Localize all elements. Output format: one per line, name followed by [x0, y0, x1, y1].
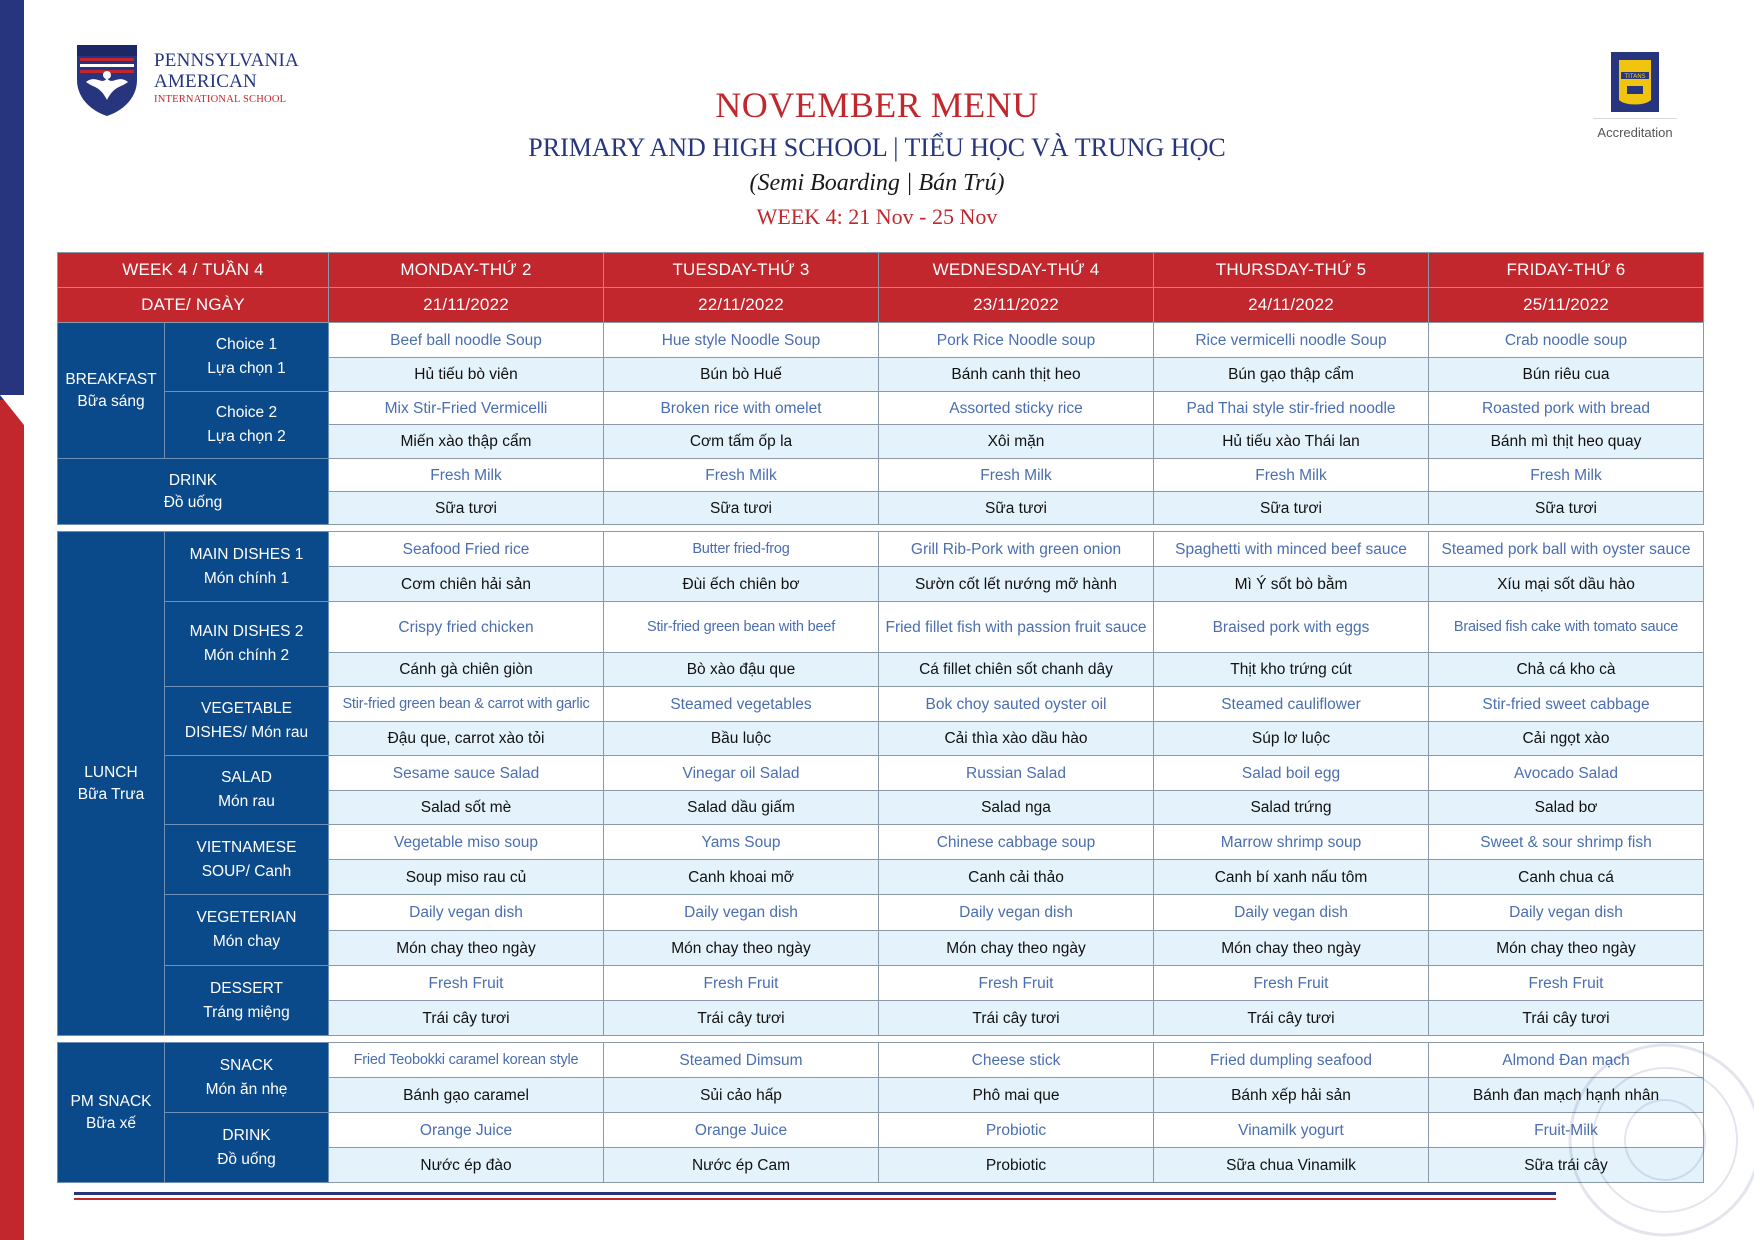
course-vegetable-label	[165, 687, 329, 756]
dish-vi: Bò xào đậu que	[604, 653, 879, 687]
meal-label-en: BREAKFAST	[65, 370, 157, 388]
dish-en: Braised pork with eggs	[1154, 602, 1429, 653]
dish-en: Fresh Milk	[879, 459, 1154, 492]
course-label-vi: Lựa chọn 2	[207, 428, 286, 445]
dish-en: Hue style Noodle Soup	[604, 323, 879, 358]
dish-en: Yams Soup	[604, 825, 879, 860]
day-header: FRIDAY-THỨ 6	[1429, 253, 1704, 288]
dish-en: Stir-fried green bean & carrot with garlic	[329, 687, 604, 722]
dish-vi: Soup miso rau củ	[329, 860, 604, 895]
dish-en: Sweet & sour shrimp fish	[1429, 825, 1704, 860]
menu-table	[57, 252, 1704, 1183]
boarding-mode: (Semi Boarding | Bán Trú)	[749, 170, 1005, 196]
dish-en: Marrow shrimp soup	[1154, 825, 1429, 860]
dish-en: Fresh Milk	[604, 459, 879, 492]
dish-en: Steamed cauliflower	[1154, 687, 1429, 722]
dish-vi: Bún riêu cua	[1429, 358, 1704, 392]
meal-lunch-label	[58, 532, 165, 1036]
meal-label-en: PM SNACK	[70, 1092, 152, 1110]
date-cell: 21/11/2022	[329, 288, 604, 323]
dish-vi: Salad trứng	[1154, 791, 1429, 825]
school-name-line1: PENNSYLVANIA	[154, 50, 299, 71]
course-label-en: SNACK	[219, 1056, 274, 1074]
dish-vi: Salad dầu giấm	[604, 791, 879, 825]
date-label: DATE/ NGÀY	[58, 288, 329, 323]
course-pm-drink-label	[165, 1113, 329, 1183]
dish-en: Fried dumpling seafood	[1154, 1043, 1429, 1078]
dish-en: Fresh Milk	[329, 459, 604, 492]
dish-vi: Canh chua cá	[1429, 860, 1704, 895]
dish-vi: Salad nga	[879, 791, 1154, 825]
table-row	[58, 532, 1704, 567]
date-cell: 24/11/2022	[1154, 288, 1429, 323]
dish-vi: Bánh canh thịt heo	[879, 358, 1154, 392]
dish-en: Pork Rice Noodle soup	[879, 323, 1154, 358]
dish-en: Orange Juice	[329, 1113, 604, 1148]
dish-vi: Sườn cốt lết nướng mỡ hành	[879, 567, 1154, 602]
dish-vi: Trái cây tươi	[879, 1001, 1154, 1036]
course-main2-label	[165, 602, 329, 687]
dish-vi: Bầu luộc	[604, 722, 879, 756]
table-row	[58, 895, 1704, 931]
dish-en: Stir-fried sweet cabbage	[1429, 687, 1704, 722]
dish-vi: Sữa tươi	[1154, 492, 1429, 525]
table-row	[58, 459, 1704, 492]
day-header: THURSDAY-THỨ 5	[1154, 253, 1429, 288]
course-label-en: SALAD	[221, 769, 272, 786]
course-label-vi: Lựa chọn 1	[207, 360, 286, 377]
accreditation-label: Accreditation	[1597, 125, 1673, 140]
dish-vi: Món chay theo ngày	[879, 931, 1154, 966]
dish-en: Daily vegan dish	[1429, 895, 1704, 931]
dish-vi: Canh cải thảo	[879, 860, 1154, 895]
dish-en: Roasted pork with bread	[1429, 392, 1704, 425]
dish-en: Mix Stir-Fried Vermicelli	[329, 392, 604, 425]
dish-en: Vegetable miso soup	[329, 825, 604, 860]
dish-en: Fruit-Milk	[1429, 1113, 1704, 1148]
dish-en: Russian Salad	[879, 756, 1154, 791]
dish-vi: Probiotic	[879, 1148, 1154, 1183]
dish-en: Vinamilk yogurt	[1154, 1113, 1429, 1148]
dish-vi: Sữa tươi	[879, 492, 1154, 525]
dish-vi: Phô mai que	[879, 1078, 1154, 1113]
dish-en: Butter fried-frog	[604, 532, 879, 567]
dish-en: Assorted sticky rice	[879, 392, 1154, 425]
course-label-vi: Đồ uống	[163, 493, 223, 511]
day-header: MONDAY-THỨ 2	[329, 253, 604, 288]
course-label-vi: Đồ uống	[217, 1150, 276, 1168]
course-label-en: Choice 1	[215, 336, 278, 353]
dish-en: Daily vegan dish	[879, 895, 1154, 931]
course-label-en: MAIN DISHES 1	[189, 545, 304, 563]
dish-vi: Bánh gạo caramel	[329, 1078, 604, 1113]
dish-vi: Món chay theo ngày	[1154, 931, 1429, 966]
dish-en: Fried Teobokki caramel korean style	[329, 1043, 604, 1078]
dish-en: Fresh Fruit	[604, 966, 879, 1001]
dish-vi: Xôi mặn	[879, 425, 1154, 459]
dish-en: Steamed vegetables	[604, 687, 879, 722]
dish-vi: Thịt kho trứng cút	[1154, 653, 1429, 687]
dish-vi: Salad bơ	[1429, 791, 1704, 825]
dish-en: Almond Đan mạch	[1429, 1043, 1704, 1078]
dish-vi: Bánh mì thịt heo quay	[1429, 425, 1704, 459]
dish-en: Salad boil egg	[1154, 756, 1429, 791]
dish-en: Chinese cabbage soup	[879, 825, 1154, 860]
course-label-en: DRINK	[168, 471, 218, 489]
date-cell: 23/11/2022	[879, 288, 1154, 323]
dish-en: Fresh Fruit	[329, 966, 604, 1001]
meal-label-vi: Bữa sáng	[77, 392, 145, 410]
dish-vi: Súp lơ luộc	[1154, 722, 1429, 756]
course-label-en: DESSERT	[210, 979, 283, 997]
dish-vi: Sữa tươi	[604, 492, 879, 525]
table-row	[58, 392, 1704, 425]
course-dessert-label	[165, 966, 329, 1036]
week-range: WEEK 4: 21 Nov - 25 Nov	[756, 204, 998, 229]
course-label-en: VIETNAMESE	[196, 838, 297, 856]
dish-vi: Xíu mại sốt dầu hào	[1429, 567, 1704, 602]
dish-en: Bok choy sauted oyster oil	[879, 687, 1154, 722]
footer-rule-blue	[74, 1192, 1556, 1195]
dish-en: Crispy fried chicken	[329, 602, 604, 653]
course-label-vi: Món chính 1	[203, 569, 290, 587]
dish-en: Fresh Milk	[1154, 459, 1429, 492]
school-seal-watermark-icon	[1565, 1040, 1754, 1240]
page-subtitle: PRIMARY AND HIGH SCHOOL | TIỂU HỌC VÀ TRUNG HỌC	[528, 133, 1226, 162]
dish-vi: Cải thìa xào dầu hào	[879, 722, 1154, 756]
dish-vi: Cá fillet chiên sốt chanh dây	[879, 653, 1154, 687]
course-label-en: DRINK	[222, 1126, 271, 1144]
dish-en: Vinegar oil Salad	[604, 756, 879, 791]
dish-vi: Sữa trái cây	[1429, 1148, 1704, 1183]
table-row	[58, 602, 1704, 653]
course-label-en: VEGETABLE	[200, 700, 293, 717]
dish-vi: Đùi ếch chiên bơ	[604, 567, 879, 602]
meal-label-vi: Bữa Trưa	[77, 785, 145, 803]
dish-en: Sesame sauce Salad	[329, 756, 604, 791]
course-label-vi: Món chính 2	[203, 647, 290, 664]
course-salad-label	[165, 756, 329, 825]
date-row	[58, 288, 1704, 323]
course-choice1-label	[165, 323, 329, 392]
dish-en: Daily vegan dish	[604, 895, 879, 931]
table-row	[58, 687, 1704, 722]
section-gap	[58, 525, 1704, 532]
course-label-vi: Tráng miệng	[203, 1003, 290, 1021]
dish-en: Daily vegan dish	[1154, 895, 1429, 931]
dish-en: Crab noodle soup	[1429, 323, 1704, 358]
day-header: TUESDAY-THỨ 3	[604, 253, 879, 288]
dish-vi: Hủ tiếu bò viên	[329, 358, 604, 392]
dish-en: Avocado Salad	[1429, 756, 1704, 791]
dish-vi: Cải ngọt xào	[1429, 722, 1704, 756]
dish-en: Cheese stick	[879, 1043, 1154, 1078]
dish-en: Broken rice with omelet	[604, 392, 879, 425]
dish-en: Fresh Fruit	[1429, 966, 1704, 1001]
dish-vi: Mì Ý sốt bò bằm	[1154, 567, 1429, 602]
edge-diagonal-cut	[0, 395, 24, 425]
school-name-line2: AMERICAN	[154, 71, 257, 92]
dish-vi: Món chay theo ngày	[604, 931, 879, 966]
course-drink-label	[58, 459, 329, 525]
dish-vi: Cơm chiên hải sản	[329, 567, 604, 602]
day-header: WEDNESDAY-THỨ 4	[879, 253, 1154, 288]
dish-vi: Canh khoai mỡ	[604, 860, 879, 895]
dish-en: Fried fillet fish with passion fruit sauce	[879, 602, 1154, 653]
course-label-vi: SOUP/ Canh	[201, 862, 292, 880]
meal-pm-snack-label	[58, 1043, 165, 1183]
table-row	[58, 1043, 1704, 1078]
dish-vi: Miến xào thập cẩm	[329, 425, 604, 459]
course-label-vi: Món rau	[218, 793, 275, 810]
dish-vi: Sủi cảo hấp	[604, 1078, 879, 1113]
page-title: NOVEMBER MENU	[715, 85, 1039, 125]
course-snack-label	[165, 1043, 329, 1113]
dish-vi: Món chay theo ngày	[329, 931, 604, 966]
edge-red-band	[0, 400, 24, 1240]
dish-vi: Trái cây tươi	[1429, 1001, 1704, 1036]
dish-vi: Sữa tươi	[1429, 492, 1704, 525]
dish-vi: Đậu que, carrot xào tỏi	[329, 722, 604, 756]
dish-en: Daily vegan dish	[329, 895, 604, 931]
dish-vi: Trái cây tươi	[329, 1001, 604, 1036]
table-row	[58, 756, 1704, 791]
dish-vi: Bún gạo thập cẩm	[1154, 358, 1429, 392]
table-row	[58, 966, 1704, 1001]
dish-vi: Bún bò Huế	[604, 358, 879, 392]
course-label-en: VEGETERIAN	[196, 909, 297, 926]
dish-en: Fresh Fruit	[1154, 966, 1429, 1001]
date-cell: 25/11/2022	[1429, 288, 1704, 323]
course-label-vi: DISHES/ Món rau	[184, 724, 309, 741]
dish-vi: Canh bí xanh nấu tôm	[1154, 860, 1429, 895]
dish-en: Grill Rib-Pork with green onion	[879, 532, 1154, 567]
course-label-en: MAIN DISHES 2	[189, 623, 304, 640]
course-vegetarian-label	[165, 895, 329, 966]
dish-en: Steamed pork ball with oyster sauce	[1429, 532, 1704, 567]
dish-en: Fresh Milk	[1429, 459, 1704, 492]
page-header	[0, 82, 1754, 234]
dish-vi: Trái cây tươi	[604, 1001, 879, 1036]
course-label-en: Choice 2	[215, 404, 278, 421]
dish-vi: Salad sốt mè	[329, 791, 604, 825]
dish-vi: Hủ tiếu xào Thái lan	[1154, 425, 1429, 459]
dish-vi: Cánh gà chiên giòn	[329, 653, 604, 687]
course-main1-label	[165, 532, 329, 602]
dish-vi: Sữa chua Vinamilk	[1154, 1148, 1429, 1183]
course-label-vi: Món chay	[212, 933, 281, 950]
meal-label-vi: Bữa xế	[85, 1114, 136, 1132]
meal-label-en: LUNCH	[84, 763, 138, 781]
course-label-vi: Món ăn nhẹ	[205, 1080, 288, 1098]
dish-vi: Món chay theo ngày	[1429, 931, 1704, 966]
dish-en: Seafood Fried rice	[329, 532, 604, 567]
dish-en: Probiotic	[879, 1113, 1154, 1148]
dish-vi: Nước ép Cam	[604, 1148, 879, 1183]
week-label: WEEK 4 / TUẦN 4	[58, 253, 329, 288]
table-row	[58, 323, 1704, 358]
dish-vi: Chả cá kho cà	[1429, 653, 1704, 687]
dish-vi: Bánh xếp hải sản	[1154, 1078, 1429, 1113]
dish-en: Rice vermicelli noodle Soup	[1154, 323, 1429, 358]
dish-en: Stir-fried green bean with beef	[604, 602, 879, 653]
dish-vi: Bánh đan mạch hạnh nhân	[1429, 1078, 1704, 1113]
dish-vi: Nước ép đào	[329, 1148, 604, 1183]
dish-vi: Cơm tấm ốp la	[604, 425, 879, 459]
course-choice2-label	[165, 392, 329, 459]
dish-vi: Sữa tươi	[329, 492, 604, 525]
dish-en: Orange Juice	[604, 1113, 879, 1148]
date-cell: 22/11/2022	[604, 288, 879, 323]
table-header-row	[58, 253, 1704, 288]
dish-en: Spaghetti with minced beef sauce	[1154, 532, 1429, 567]
svg-text:TITANS: TITANS	[1624, 73, 1646, 80]
course-soup-label	[165, 825, 329, 895]
dish-en: Beef ball noodle Soup	[329, 323, 604, 358]
section-gap	[58, 1036, 1704, 1043]
dish-en: Braised fish cake with tomato sauce	[1429, 602, 1704, 653]
dish-vi: Trái cây tươi	[1154, 1001, 1429, 1036]
dish-en: Pad Thai style stir-fried noodle	[1154, 392, 1429, 425]
table-row	[58, 1113, 1704, 1148]
meal-breakfast-label	[58, 323, 165, 459]
table-row	[58, 825, 1704, 860]
footer-rule-red	[74, 1198, 1556, 1200]
school-name-line3: INTERNATIONAL SCHOOL	[154, 94, 287, 105]
dish-en: Steamed Dimsum	[604, 1043, 879, 1078]
dish-en: Fresh Fruit	[879, 966, 1154, 1001]
